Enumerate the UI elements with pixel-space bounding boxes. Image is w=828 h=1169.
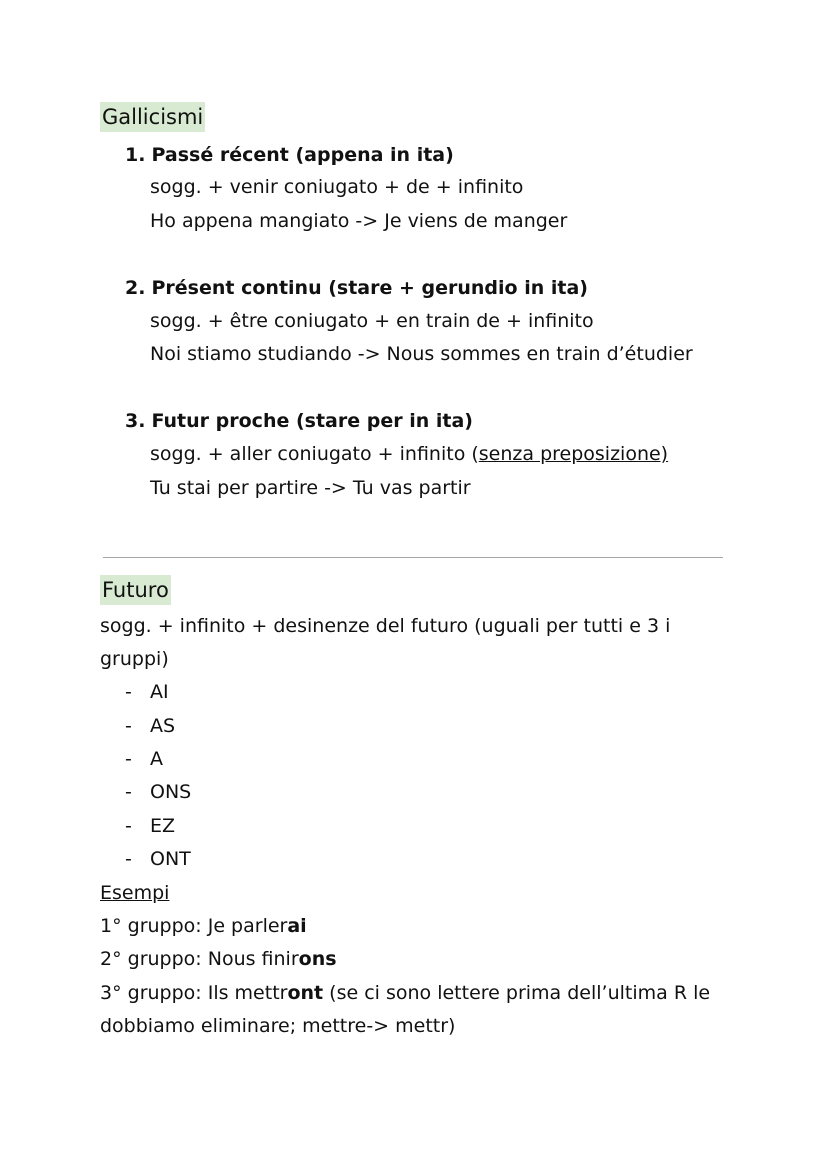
ending-list-item <box>125 747 163 771</box>
list-number: 2. <box>125 277 146 299</box>
bullet-dash: - <box>125 681 132 703</box>
bullet-dash: - <box>125 748 132 770</box>
bullet-dash: - <box>125 815 132 837</box>
examples-label: Esempi <box>100 882 170 904</box>
list-item-formula: sogg. + être coniugato + en train de + infinito <box>150 310 594 332</box>
ending-text: EZ <box>150 815 176 837</box>
ending-text: ONS <box>150 781 192 803</box>
example-line-3-continued: dobbiamo eliminare; mettre-> mettr) <box>100 1015 456 1037</box>
list-number: 1. <box>125 144 146 166</box>
example-line-2 <box>100 947 337 971</box>
list-item-title: Futur proche (stare per in ita) <box>151 410 473 432</box>
bullet-dash: - <box>125 715 132 737</box>
section-divider <box>103 557 723 558</box>
ending-list-item <box>125 814 176 838</box>
list-item-title: Présent continu (stare + gerundio in ita) <box>151 277 588 299</box>
section-heading-futuro: Futuro <box>100 575 171 605</box>
ending-text: AS <box>150 715 176 737</box>
list-item-formula: sogg. + venir coniugato + de + infinito <box>150 176 524 198</box>
ending-text: ONT <box>150 848 191 870</box>
list-number: 3. <box>125 410 146 432</box>
example-text: 2° gruppo: Nous finir <box>100 948 299 970</box>
bullet-dash: - <box>125 848 132 870</box>
list-item-title: Passé récent (appena in ita) <box>151 144 454 166</box>
example-suffix: (se ci sono lettere prima dell’ultima R le <box>323 982 711 1004</box>
futuro-intro-line-1: sogg. + infinito + desinenze del futuro (uguali per tutti e 3 i <box>100 615 671 637</box>
ending-text: A <box>150 748 163 770</box>
ending-list-item <box>125 780 192 804</box>
bullet-dash: - <box>125 781 132 803</box>
ending-list-item <box>125 680 169 704</box>
ending-list-item <box>125 847 191 871</box>
formula-text: sogg. + aller coniugato + infinito ( <box>150 443 479 465</box>
example-line-3 <box>100 981 710 1005</box>
futuro-intro-line-2: gruppi) <box>100 648 169 670</box>
example-line-1 <box>100 914 307 938</box>
example-text: 1° gruppo: Je parler <box>100 915 288 937</box>
section-heading-gallicismi: Gallicismi <box>100 102 205 132</box>
list-item-example: Tu stai per partire -> Tu vas partir <box>150 477 471 499</box>
example-text: 3° gruppo: Ils mettr <box>100 982 288 1004</box>
list-item-3-header <box>125 409 473 433</box>
ending-text: AI <box>150 681 169 703</box>
list-item-example: Ho appena mangiato -> Je viens de manger <box>150 210 568 232</box>
list-item-formula <box>150 442 668 466</box>
example-ending-bold: ai <box>287 915 307 937</box>
formula-underlined-text: senza preposizione) <box>478 443 669 465</box>
list-item-1-header <box>125 143 454 167</box>
ending-list-item <box>125 714 176 738</box>
list-item-2-header <box>125 276 588 300</box>
list-item-example: Noi stiamo studiando -> Nous sommes en train d’étudier <box>150 343 693 365</box>
example-ending-bold: ons <box>298 948 337 970</box>
example-ending-bold: ont <box>287 982 324 1004</box>
